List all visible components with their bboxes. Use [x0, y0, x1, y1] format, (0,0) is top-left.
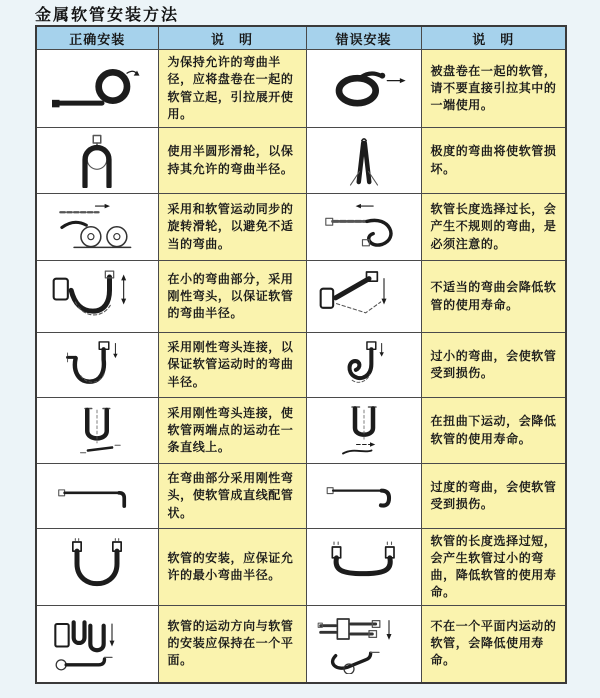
u-bend-rigid-elbows-icon — [44, 267, 150, 327]
correct-description — [158, 128, 306, 194]
rotating-pulley-track-icon — [44, 200, 150, 255]
correct-description-text: 软管的运动方向与软管的安装应保持在一个平面。 — [167, 619, 294, 668]
wide-u-min-radius-icon — [44, 537, 150, 597]
table-row — [36, 128, 566, 194]
table-row — [36, 398, 566, 464]
straight-pipe-elbow-icon — [44, 470, 150, 523]
correct-image-cell — [36, 128, 158, 194]
u-bend-straight-motion-icon — [44, 404, 150, 458]
table-row — [36, 529, 566, 606]
correct-image-cell — [36, 606, 158, 683]
installation-table — [35, 25, 567, 684]
wrong-description — [421, 398, 566, 464]
correct-description — [158, 606, 306, 683]
correct-description — [158, 333, 306, 398]
improper-sharp-bend-icon — [311, 267, 417, 327]
wrong-image-cell — [306, 128, 421, 194]
hose-coil-unrolled-icon — [44, 59, 150, 119]
correct-image-cell — [36, 529, 158, 606]
correct-image-cell — [36, 464, 158, 529]
wrong-image-cell — [306, 398, 421, 464]
correct-description-text: 在小的弯曲部分，采用刚性弯头，以保证软管的弯曲半径。 — [167, 271, 294, 321]
wrong-description-text: 不在一个平面内运动的软管，会降低使用寿命。 — [430, 619, 557, 668]
header-description-wrong: 说 明 — [421, 26, 566, 50]
wrong-image-cell — [306, 50, 421, 128]
wrong-image-cell — [306, 194, 421, 261]
correct-image-cell — [36, 50, 158, 128]
correct-description — [158, 50, 306, 128]
wrong-description — [421, 464, 566, 529]
wrong-description-text: 极度的弯曲将使软管损坏。 — [430, 144, 557, 176]
twisted-u-bend-icon — [311, 404, 417, 458]
correct-description-text: 为保持允许的弯曲半径，应将盘卷在一起的软管立起，引拉展开使用。 — [167, 55, 294, 121]
short-hose-tight-u-icon — [311, 537, 417, 597]
wrong-description-text: 在扭曲下运动，会降低软管的使用寿命。 — [430, 414, 557, 446]
correct-description — [158, 464, 306, 529]
correct-image-cell — [36, 333, 158, 398]
wrong-description — [421, 606, 566, 683]
wrong-image-cell — [306, 606, 421, 683]
wrong-description — [421, 261, 566, 333]
different-plane-motion-icon — [311, 614, 417, 674]
wrong-description — [421, 333, 566, 398]
header-wrong-install: 错误安装 — [306, 26, 421, 50]
wrong-description-text: 软管的长度选择过短，会产生软管过小的弯曲，降低软管的使用寿命。 — [430, 534, 557, 600]
wrong-image-cell — [306, 261, 421, 333]
header-row — [36, 26, 566, 50]
correct-description-text: 使用半圆形滑轮，以保持其允许的弯曲半径。 — [167, 144, 294, 176]
table-row — [36, 606, 566, 683]
page-title: 金属软管安装方法 — [35, 5, 180, 24]
wrong-description-text: 被盘卷在一起的软管，请不要直接引拉其中的一端使用。 — [430, 63, 557, 113]
wrong-image-cell — [306, 464, 421, 529]
correct-description-text: 软管的安装，应保证允许的最小弯曲半径。 — [167, 551, 294, 583]
wrong-description — [421, 50, 566, 128]
correct-description-text: 采用和软管运动同步的旋转滑轮，以避免不适当的弯曲。 — [167, 202, 294, 251]
correct-description-text: 采用刚性弯头连接，以保证软管运动时的弯曲半径。 — [167, 340, 294, 389]
irregular-bend-loop-icon — [311, 200, 417, 255]
correct-description — [158, 194, 306, 261]
correct-image-cell — [36, 261, 158, 333]
correct-image-cell — [36, 194, 158, 261]
table-row — [36, 261, 566, 333]
semicircular-pulley-icon — [44, 134, 150, 188]
wrong-description-text: 软管长度选择过长，会产生不规则的弯曲，是必须注意的。 — [430, 202, 557, 251]
overbent-hose-icon — [311, 470, 417, 523]
hose-coil-pulled-icon — [311, 59, 417, 119]
correct-description — [158, 529, 306, 606]
header-correct-install: 正确安装 — [36, 26, 158, 50]
wrong-description-text: 过度的弯曲，会使软管受到损伤。 — [430, 479, 557, 511]
table-row — [36, 333, 566, 398]
too-small-bend-icon — [311, 339, 417, 392]
wrong-image-cell — [306, 333, 421, 398]
table-row — [36, 194, 566, 261]
correct-description-text: 在弯曲部分采用刚性弯头，使软管成直线配管状。 — [167, 471, 294, 520]
wrong-image-cell — [306, 529, 421, 606]
wrong-description-text: 不适当的弯曲会降低软管的使用寿命。 — [430, 280, 557, 312]
wrong-description — [421, 194, 566, 261]
correct-description — [158, 398, 306, 464]
wrong-description-text: 过小的弯曲，会使软管受到损伤。 — [430, 348, 557, 380]
correct-description-text: 采用刚性弯头连接，使软管两端点的运动在一条直线上。 — [167, 405, 294, 455]
wrong-description — [421, 128, 566, 194]
table-row — [36, 50, 566, 128]
j-bend-rigid-elbow-icon — [44, 339, 150, 392]
correct-description — [158, 261, 306, 333]
header-description-correct: 说 明 — [158, 26, 306, 50]
extreme-bend-icon — [311, 134, 417, 188]
correct-image-cell — [36, 398, 158, 464]
same-plane-motion-icon — [44, 614, 150, 674]
table-body — [36, 50, 566, 683]
wrong-description — [421, 529, 566, 606]
table-row — [36, 464, 566, 529]
